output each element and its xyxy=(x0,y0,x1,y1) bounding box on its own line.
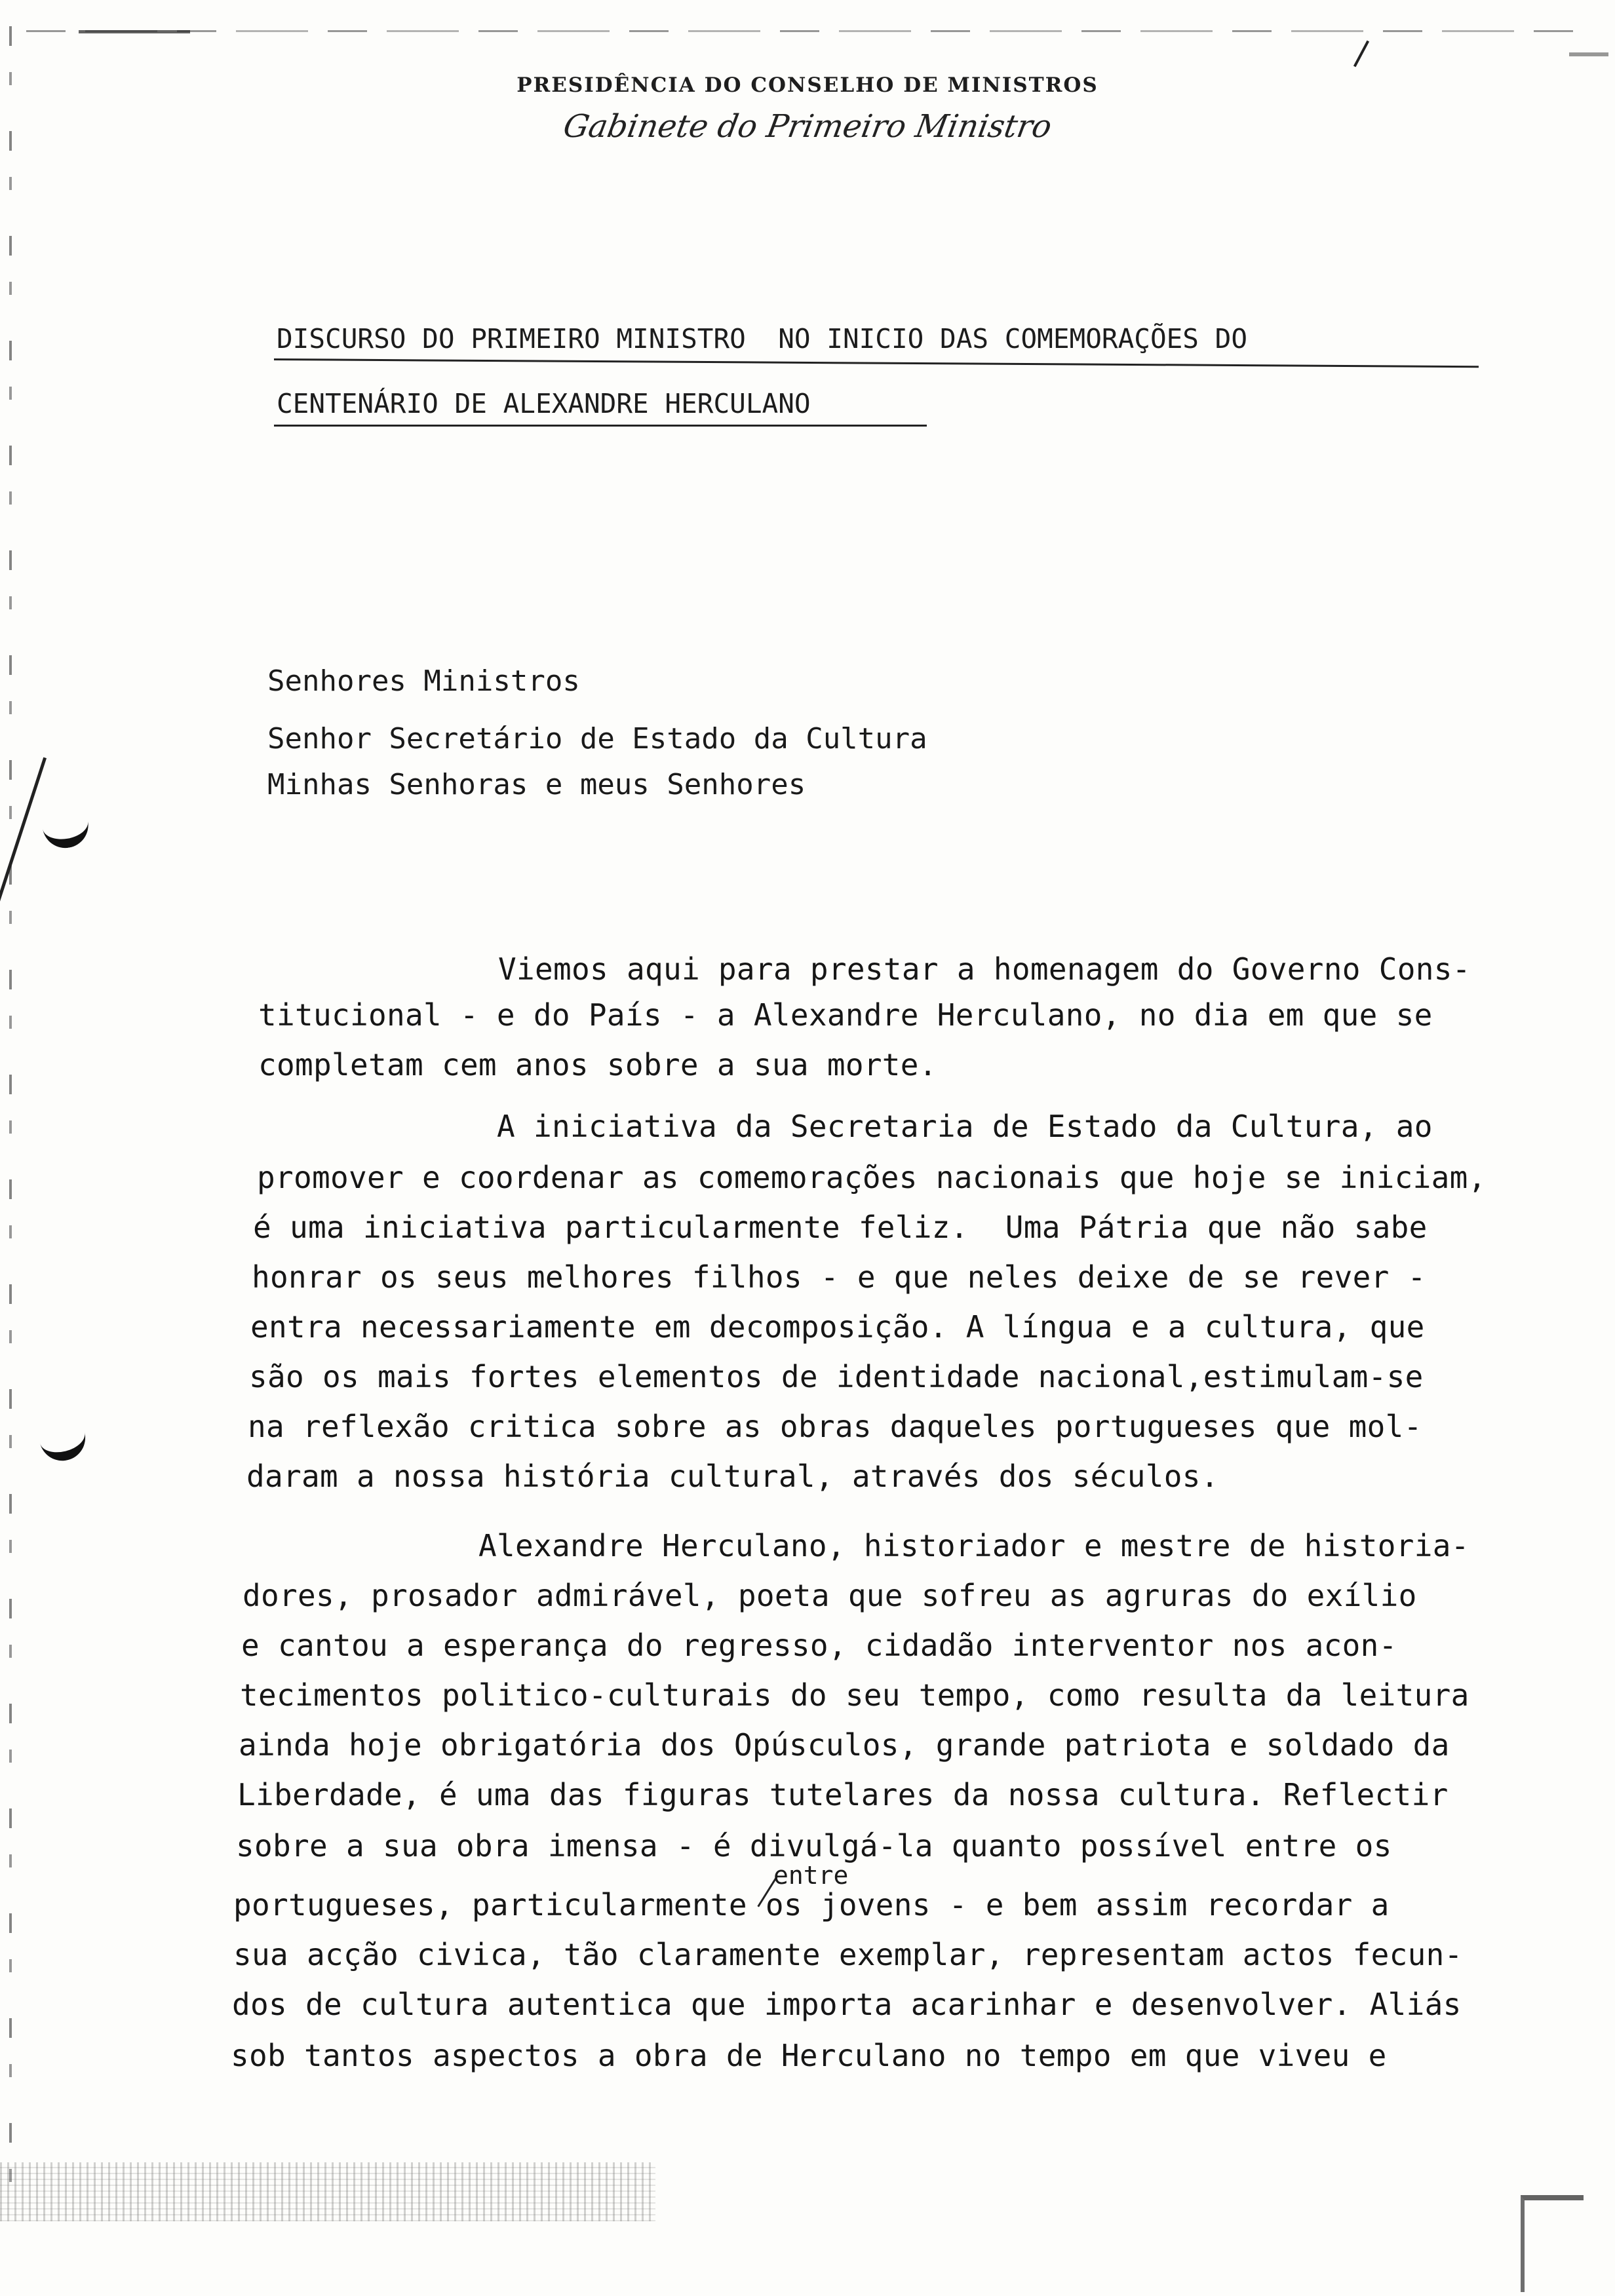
title-underline xyxy=(274,425,927,427)
paragraph-line: tecimentos politico-culturais do seu tempo, como resulta da leitura xyxy=(240,1677,1469,1713)
paragraph-line: honrar os seus melhores filhos - e que neles deixe de se rever - xyxy=(252,1259,1426,1295)
paragraph-line: sob tantos aspectos a obra de Herculano no tempo em que viveu e xyxy=(231,2038,1387,2073)
scan-mark-top-right xyxy=(1569,26,1608,56)
paragraph-line: Viemos aqui para prestar a homenagem do Governo Cons- xyxy=(498,951,1471,987)
document-title-line-1: DISCURSO DO PRIMEIRO MINISTRO NO INICIO DAS COMEMORAÇÕES DO xyxy=(277,323,1248,354)
paragraph-line: e cantou a esperança do regresso, cidadão interventor nos acon- xyxy=(241,1628,1397,1663)
pen-mark-left xyxy=(0,757,47,921)
salutation-line: Minhas Senhoras e meus Senhores xyxy=(267,768,806,801)
paragraph-line: daram a nossa história cultural, através dos séculos. xyxy=(246,1459,1219,1494)
interlinear-insertion: entre xyxy=(773,1861,849,1890)
paragraph-line: entra necessariamente em decomposição. A língua e a cultura, que xyxy=(250,1309,1425,1345)
paragraph-line: Alexandre Herculano, historiador e mestre de historia- xyxy=(478,1528,1469,1563)
letterhead-office: Gabinete do Primeiro Ministro xyxy=(560,108,1055,145)
scan-mark-bottom-right xyxy=(1521,2195,1584,2292)
paragraph-line: ainda hoje obrigatória dos Opúsculos, grande patriota e soldado da xyxy=(239,1727,1450,1763)
scan-edge-top xyxy=(26,30,1586,32)
paragraph-line: sua acção civica, tão claramente exemplar, representam actos fecun- xyxy=(233,1937,1463,1972)
paragraph-line: portugueses, particularmente os jovens - e bem assim recordar a xyxy=(233,1887,1390,1923)
paragraph-line: Liberdade, é uma das figuras tutelares da nossa cultura. Reflectir xyxy=(237,1777,1449,1812)
binding-hole-mark xyxy=(41,809,92,851)
salutation-line: Senhor Secretário de Estado da Cultura xyxy=(267,722,927,756)
paragraph-line: são os mais fortes elementos de identidade nacional,estimulam-se xyxy=(249,1359,1424,1394)
paragraph-line: na reflexão critica sobre as obras daqueles portugueses que mol- xyxy=(248,1409,1422,1444)
salutation-line: Senhores Ministros xyxy=(267,664,580,698)
document-title-line-2: CENTENÁRIO DE ALEXANDRE HERCULANO xyxy=(277,388,811,419)
paragraph-line: titucional - e do País - a Alexandre Herculano, no dia em que se xyxy=(258,997,1433,1033)
letterhead-organization: PRESIDÊNCIA DO CONSELHO DE MINISTROS xyxy=(516,73,1099,97)
paragraph-line: sobre a sua obra imensa - é divulgá-la quanto possível entre os xyxy=(236,1828,1392,1864)
scan-edge-left xyxy=(9,26,12,2189)
title-underline xyxy=(274,358,1479,368)
scan-noise xyxy=(0,2162,655,2221)
paragraph-line: completam cem anos sobre a sua morte. xyxy=(258,1047,937,1082)
scan-mark-top-left xyxy=(79,0,190,33)
paragraph-line: dos de cultura autentica que importa acarinhar e desenvolver. Aliás xyxy=(232,1987,1462,2022)
paragraph-line: é uma iniciativa particularmente feliz. Uma Pátria que não sabe xyxy=(253,1210,1428,1245)
paragraph-line: promover e coordenar as comemorações nacionais que hoje se iniciam, xyxy=(257,1160,1487,1195)
pen-mark xyxy=(1353,41,1369,67)
binding-hole-mark xyxy=(37,1420,90,1465)
paragraph-line: A iniciativa da Secretaria de Estado da Cultura, ao xyxy=(497,1109,1433,1144)
paragraph-line: dores, prosador admirável, poeta que sofreu as agruras do exílio xyxy=(243,1578,1417,1613)
